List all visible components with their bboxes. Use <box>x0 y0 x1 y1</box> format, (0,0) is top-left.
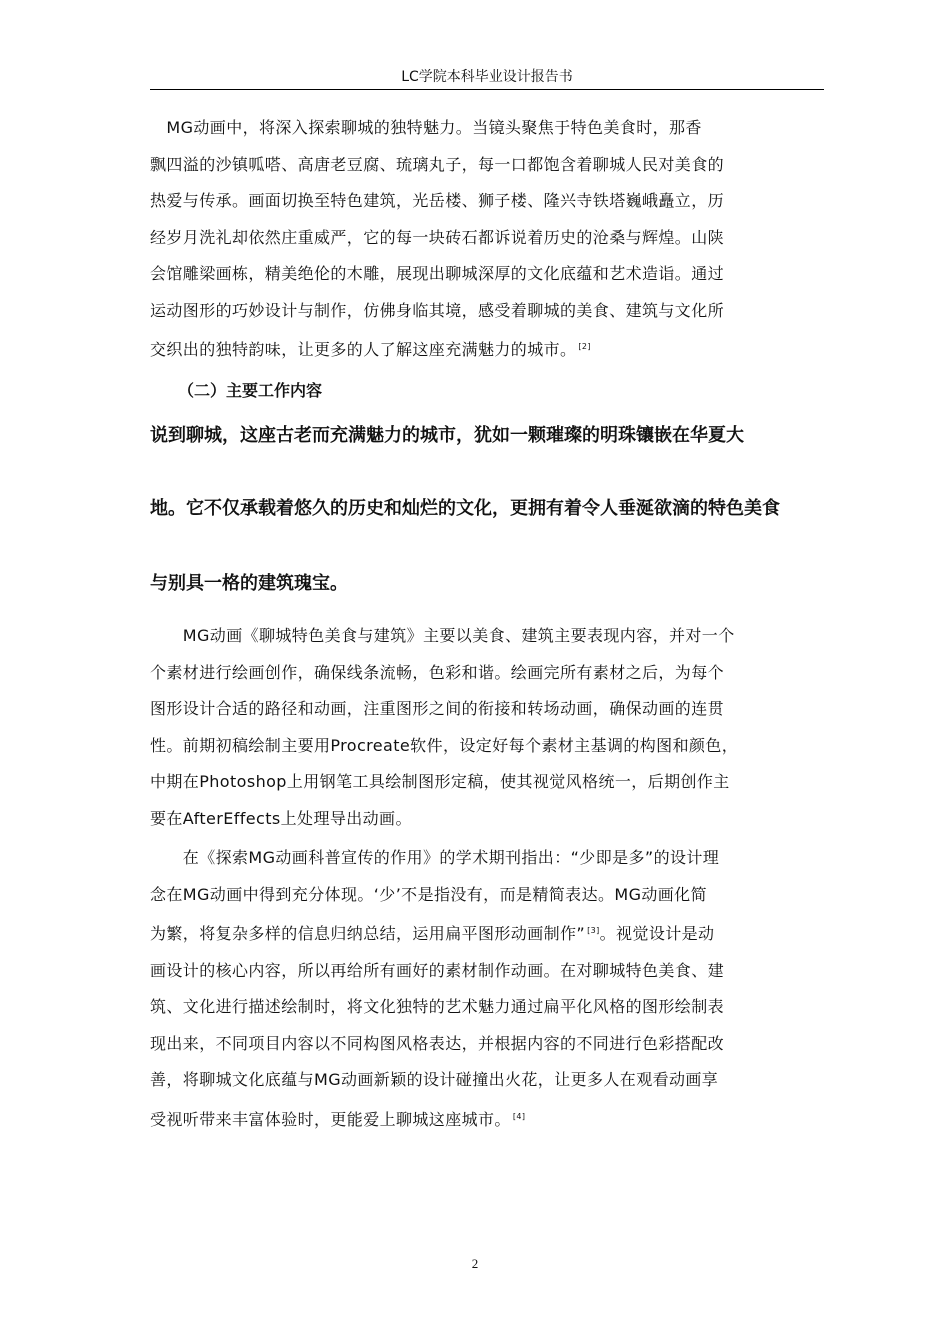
text-line: 与别具一格的建筑瑰宝。 <box>150 573 348 594</box>
text-line: 个素材进行绘画创作，确保线条流畅，色彩和谐。绘画完所有素材之后，为每个 <box>150 662 725 682</box>
text-line: 会馆雕梁画栋，精美绝伦的木雕，展现出聊城深厚的文化底蕴和艺术造诣。通过 <box>150 264 725 283</box>
paragraph-mg-production <box>150 618 826 837</box>
text-line: 说到聊城，这座古老而充满魅力的城市，犹如一颗璀璨的明珠镶嵌在华夏大 <box>150 425 744 446</box>
text-line: 中期在Photoshop上用钢笔工具绘制图形定稿，使其视觉风格统一，后期创作主 <box>150 772 730 791</box>
text-line: 筑、文化进行描述绘制时，将文化独特的艺术魅力通过扁平化风格的图形绘制表 <box>150 997 725 1016</box>
paragraph-mg-design <box>150 840 826 1138</box>
page-header <box>150 66 824 90</box>
section-heading: （二）主要工作内容 <box>178 381 323 400</box>
text-segment: 为繁，将复杂多样的信息归纳总结，运用扁平图形动画制作” <box>150 924 586 943</box>
text-segment: 。视觉设计是动 <box>599 924 715 943</box>
text-line: 要在AfterEffects上处理导出动画。 <box>150 808 412 828</box>
text-line: 热爱与传承。画面切换至特色建筑，光岳楼、狮子楼、隆兴寺铁塔巍峨矗立，历 <box>150 191 725 210</box>
paragraph-liaocheng-line-1 <box>150 423 830 449</box>
text-segment: 受视听带来丰富体验时，更能爱上聊城这座城市。 <box>150 1109 511 1129</box>
text-line: 现出来，不同项目内容以不同构图风格表达，并根据内容的不同进行色彩搭配改 <box>150 1033 725 1053</box>
text-line-with-citation <box>150 329 826 369</box>
text-line-with-citation <box>150 913 826 953</box>
text-line: 运动图形的巧妙设计与制作，仿佛身临其境，感受着聊城的美食、建筑与文化所 <box>150 300 725 320</box>
text-line: 性。前期初稿绘制主要用Procreate软件，设定好每个素材主基调的构图和颜色， <box>150 735 739 755</box>
text-line: 飘四溢的沙镇呱嗒、高唐老豆腐、琉璃丸子，每一口都饱含着聊城人民对美食的 <box>150 154 725 174</box>
citation-4: [4] <box>512 1111 526 1121</box>
text-line: 念在MG动画中得到充分体现。‘少’不是指没有，而是精简表达。MG动画化简 <box>150 884 707 904</box>
text-line: 善，将聊城文化底蕴与MG动画新颖的设计碰撞出火花，让更多人在观看动画享 <box>150 1070 719 1089</box>
citation-3: [3] <box>587 926 600 935</box>
text-line: 图形设计合适的路径和动画，注重图形之间的衔接和转场动画，确保动画的连贯 <box>150 699 725 718</box>
text-line: MG动画《聊城特色美食与建筑》主要以美食、建筑主要表现内容，并对一个 <box>150 626 735 645</box>
text-line: 经岁月洗礼却依然庄重威严，它的每一块砖石都诉说着历史的沧桑与辉煌。山陕 <box>150 227 725 247</box>
text-line: 地。它不仅承载着悠久的历史和灿烂的文化，更拥有着令人垂涎欲滴的特色美食 <box>150 498 780 519</box>
text-line: 在《探索MG动画科普宣传的作用》的学术期刊指出：“少即是多”的设计理 <box>150 848 720 867</box>
paragraph-liaocheng-line-3 <box>150 571 830 597</box>
text-segment: 交织出的独特韵味，让更多的人了解这座充满魅力的城市。 <box>150 340 577 359</box>
paragraph-mg-intro <box>150 110 826 369</box>
text-line: MG动画中，将深入探索聊城的独特魅力。当镜头聚焦于特色美食时，那香 <box>150 118 702 137</box>
paragraph-liaocheng-line-2 <box>150 496 830 522</box>
citation-2: [2] <box>578 342 591 351</box>
page-number: 2 <box>471 1256 479 1271</box>
text-line-with-citation <box>150 1099 826 1139</box>
text-line: 画设计的核心内容，所以再给所有画好的素材制作动画。在对聊城特色美食、建 <box>150 960 725 980</box>
header-title: LC学院本科毕业设计报告书 <box>401 69 573 85</box>
